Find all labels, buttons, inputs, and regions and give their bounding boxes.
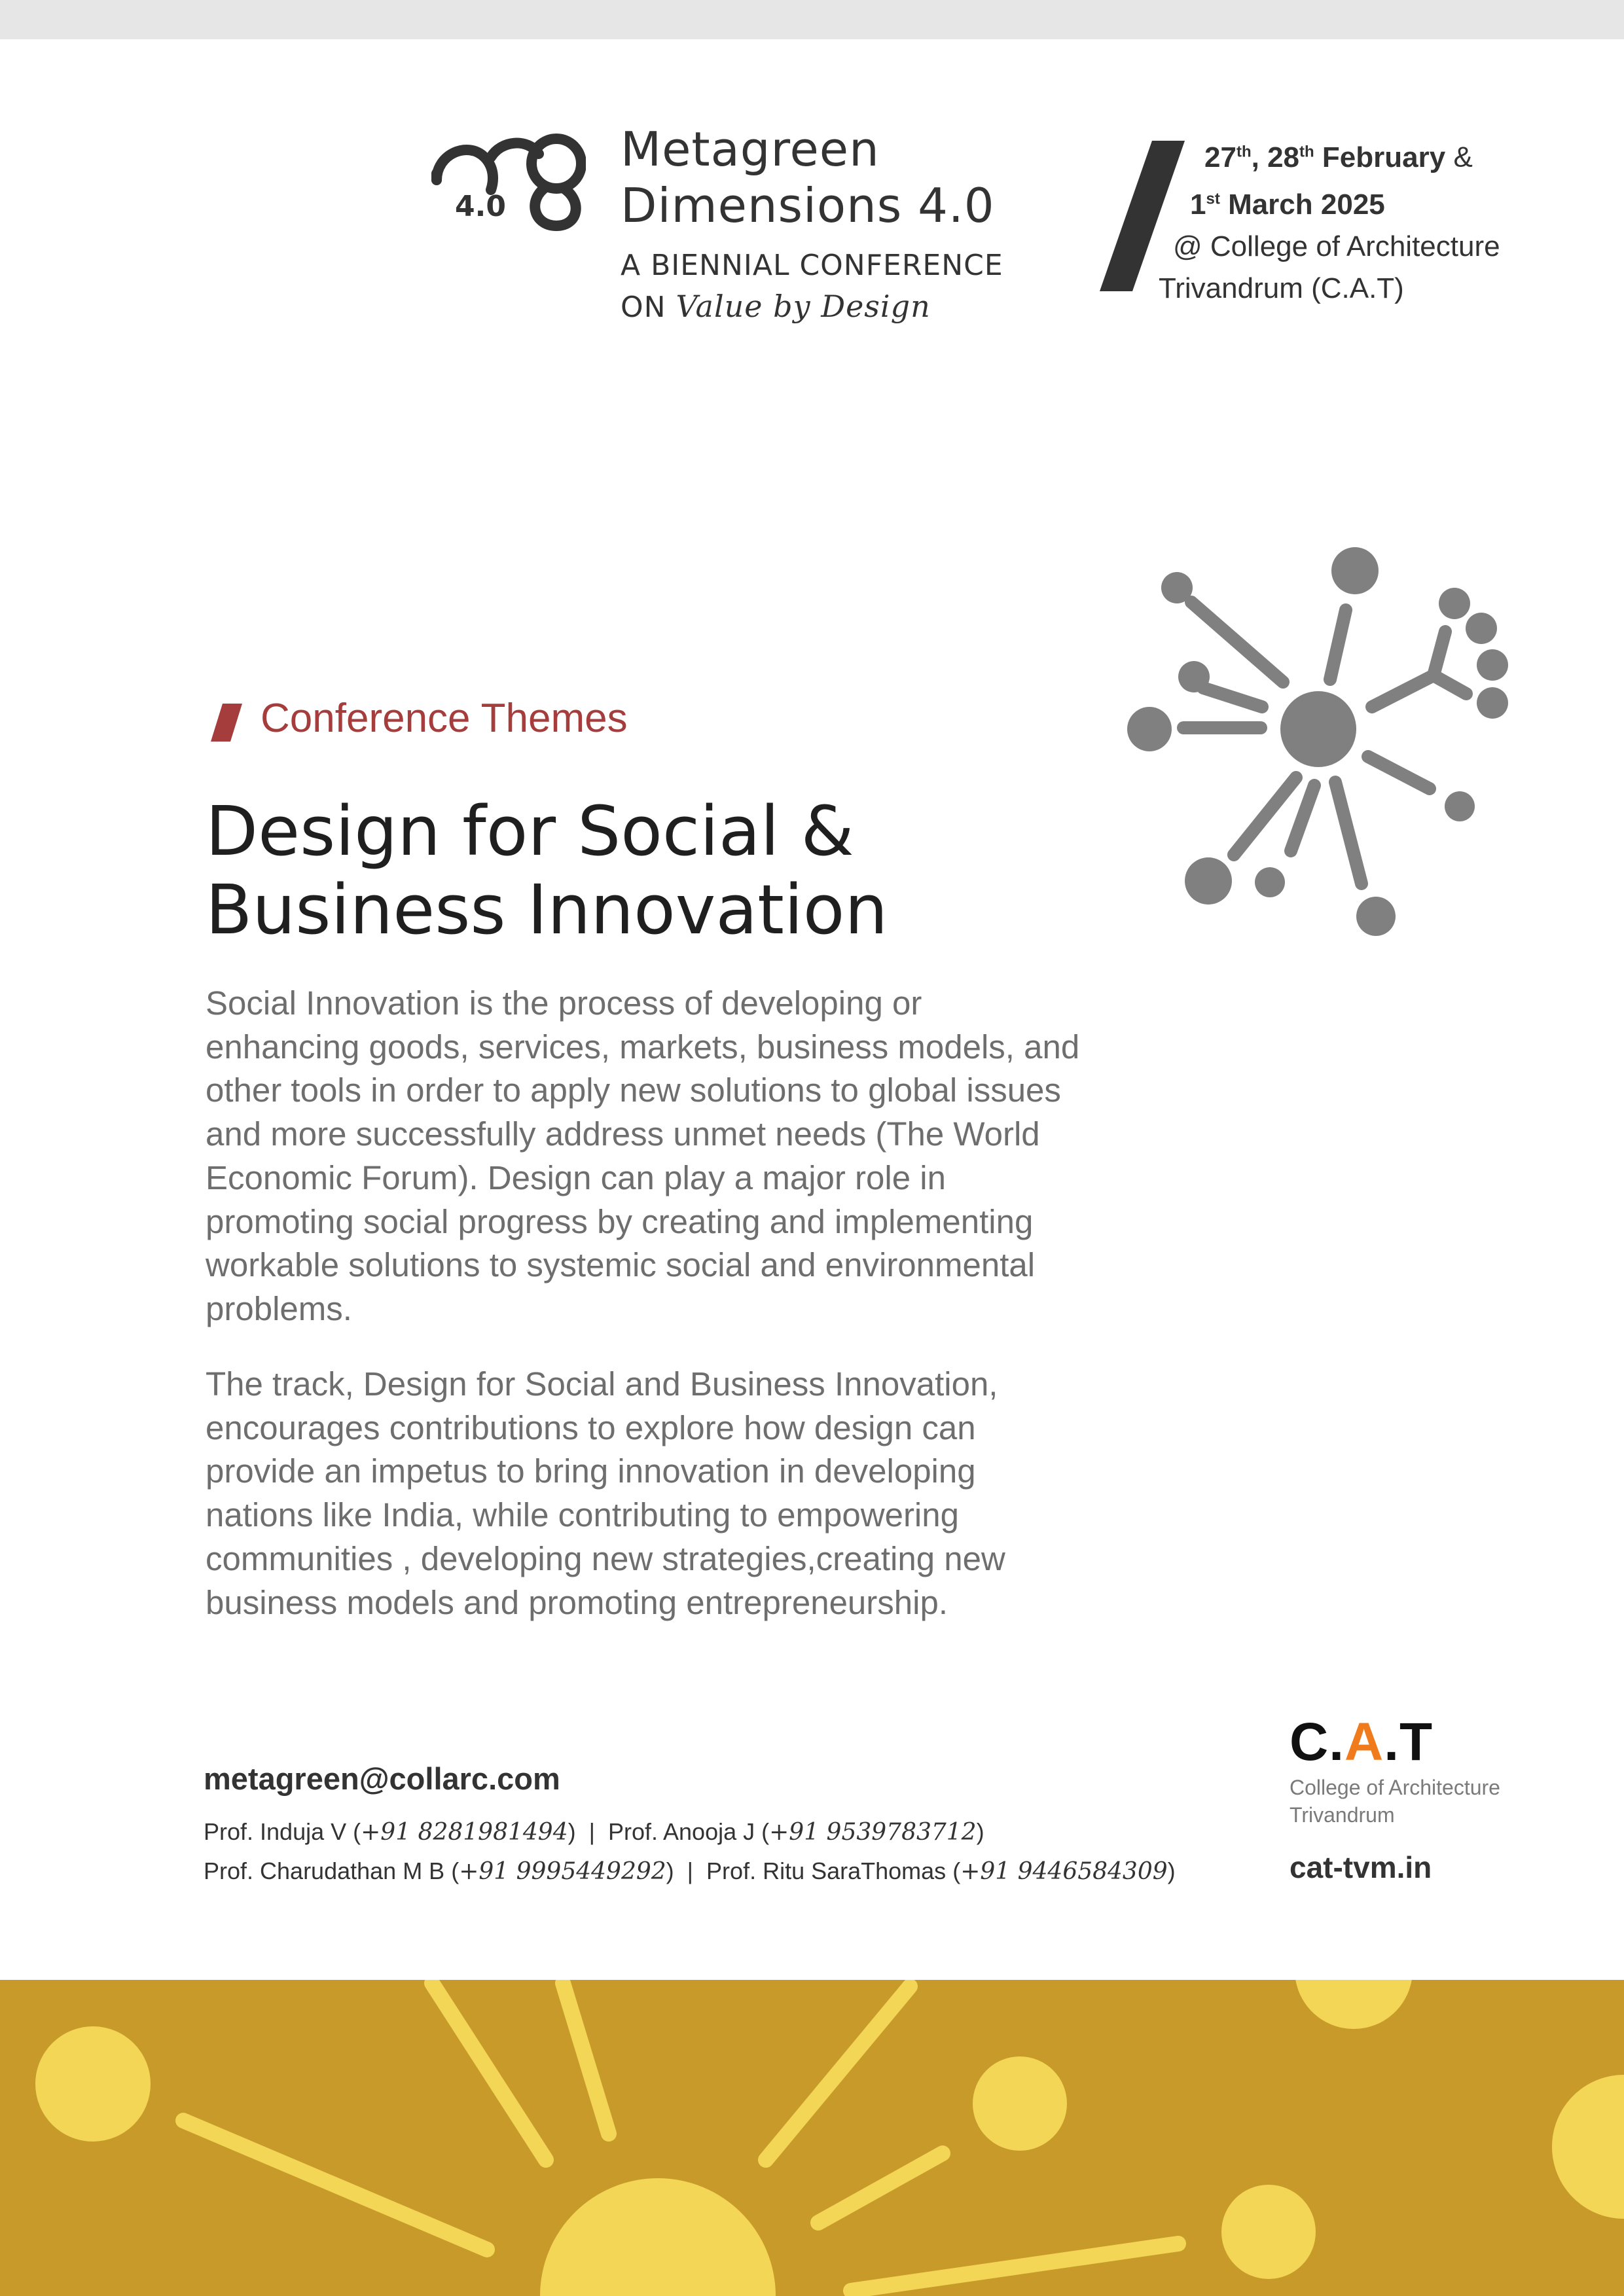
institution-website-link[interactable]: cat-tvm.in	[1290, 1850, 1432, 1884]
subtitle-line2	[621, 286, 1003, 328]
contact-phone[interactable]: +91 9539783712	[769, 1819, 977, 1846]
date-line1: 27th, 28th February &	[1204, 141, 1473, 173]
venue-line1: @ College of Architecture	[1173, 230, 1500, 263]
contact-name: Prof. Ritu SaraThomas	[706, 1857, 947, 1884]
logo-version: 4.0	[455, 190, 506, 223]
subtitle-italic: Value by Design	[676, 289, 931, 324]
subtitle-prefix: ON	[621, 291, 666, 324]
contact-line-2: Prof. Charudathan M B (+91 9995449292) | Prof. Ritu SaraThomas (+91 9446584309)	[204, 1857, 1176, 1885]
conference-title-block	[621, 121, 1003, 328]
event-dates	[1159, 131, 1500, 310]
contact-phone[interactable]: +91 8281981494	[361, 1819, 568, 1846]
subtitle-line1: A BIENNIAL CONFERENCE	[621, 249, 1003, 282]
theme-heading-line2: Business Innovation	[206, 870, 888, 950]
contact-phone[interactable]: +91 9446584309	[960, 1858, 1168, 1885]
contact-name: Prof. Induja V	[204, 1818, 347, 1845]
theme-paragraph-2: The track, Design for Social and Business Innovation, encourages contributions to explore how design can provide an impetus to bring innovation in developing nations like India, while contributing to empowering communities , developing new strategies,creating new business models and promoting entrepreneurship.	[206, 1365, 1005, 1621]
conference-themes-label: Conference Themes	[261, 696, 628, 741]
venue-line2: Trivandrum (C.A.T)	[1159, 272, 1404, 305]
conference-title-line1: Metagreen	[621, 122, 880, 177]
theme-heading-line1: Design for Social &	[206, 791, 854, 871]
cat-logo: C.A.T	[1290, 1712, 1434, 1772]
institution-name: College of Architecture Trivandrum	[1290, 1776, 1500, 1827]
conference-subtitle	[621, 245, 1003, 328]
network-nodes-icon	[1113, 537, 1532, 942]
contact-email[interactable]: metagreen@collarc.com	[204, 1761, 560, 1796]
contact-name: Prof. Charudathan M B	[204, 1857, 445, 1884]
top-bar	[0, 0, 1624, 39]
footer-sun-decoration	[0, 1980, 1624, 2296]
contact-line-1: Prof. Induja V (+91 8281981494) | Prof. Anooja J (+91 9539783712)	[204, 1818, 984, 1846]
theme-heading	[206, 792, 888, 949]
contact-name: Prof. Anooja J	[607, 1818, 755, 1845]
theme-slash-icon	[211, 704, 242, 742]
metagreen-logo-icon	[429, 128, 586, 232]
contact-phone[interactable]: +91 9995449292	[459, 1858, 666, 1885]
theme-paragraph-1: Social Innovation is the process of developing or enhancing goods, services, markets, business models, and other tools in order to apply new solutions to global issues and more successfully address unmet needs (The World Economic Forum). Design can play a major role in promoting social progress by creating and implementing workable solutions to systemic social and environmental problems.	[206, 984, 1080, 1327]
date-line2: 1st March 2025	[1190, 188, 1385, 221]
conference-title-line2: Dimensions 4.0	[621, 178, 995, 233]
